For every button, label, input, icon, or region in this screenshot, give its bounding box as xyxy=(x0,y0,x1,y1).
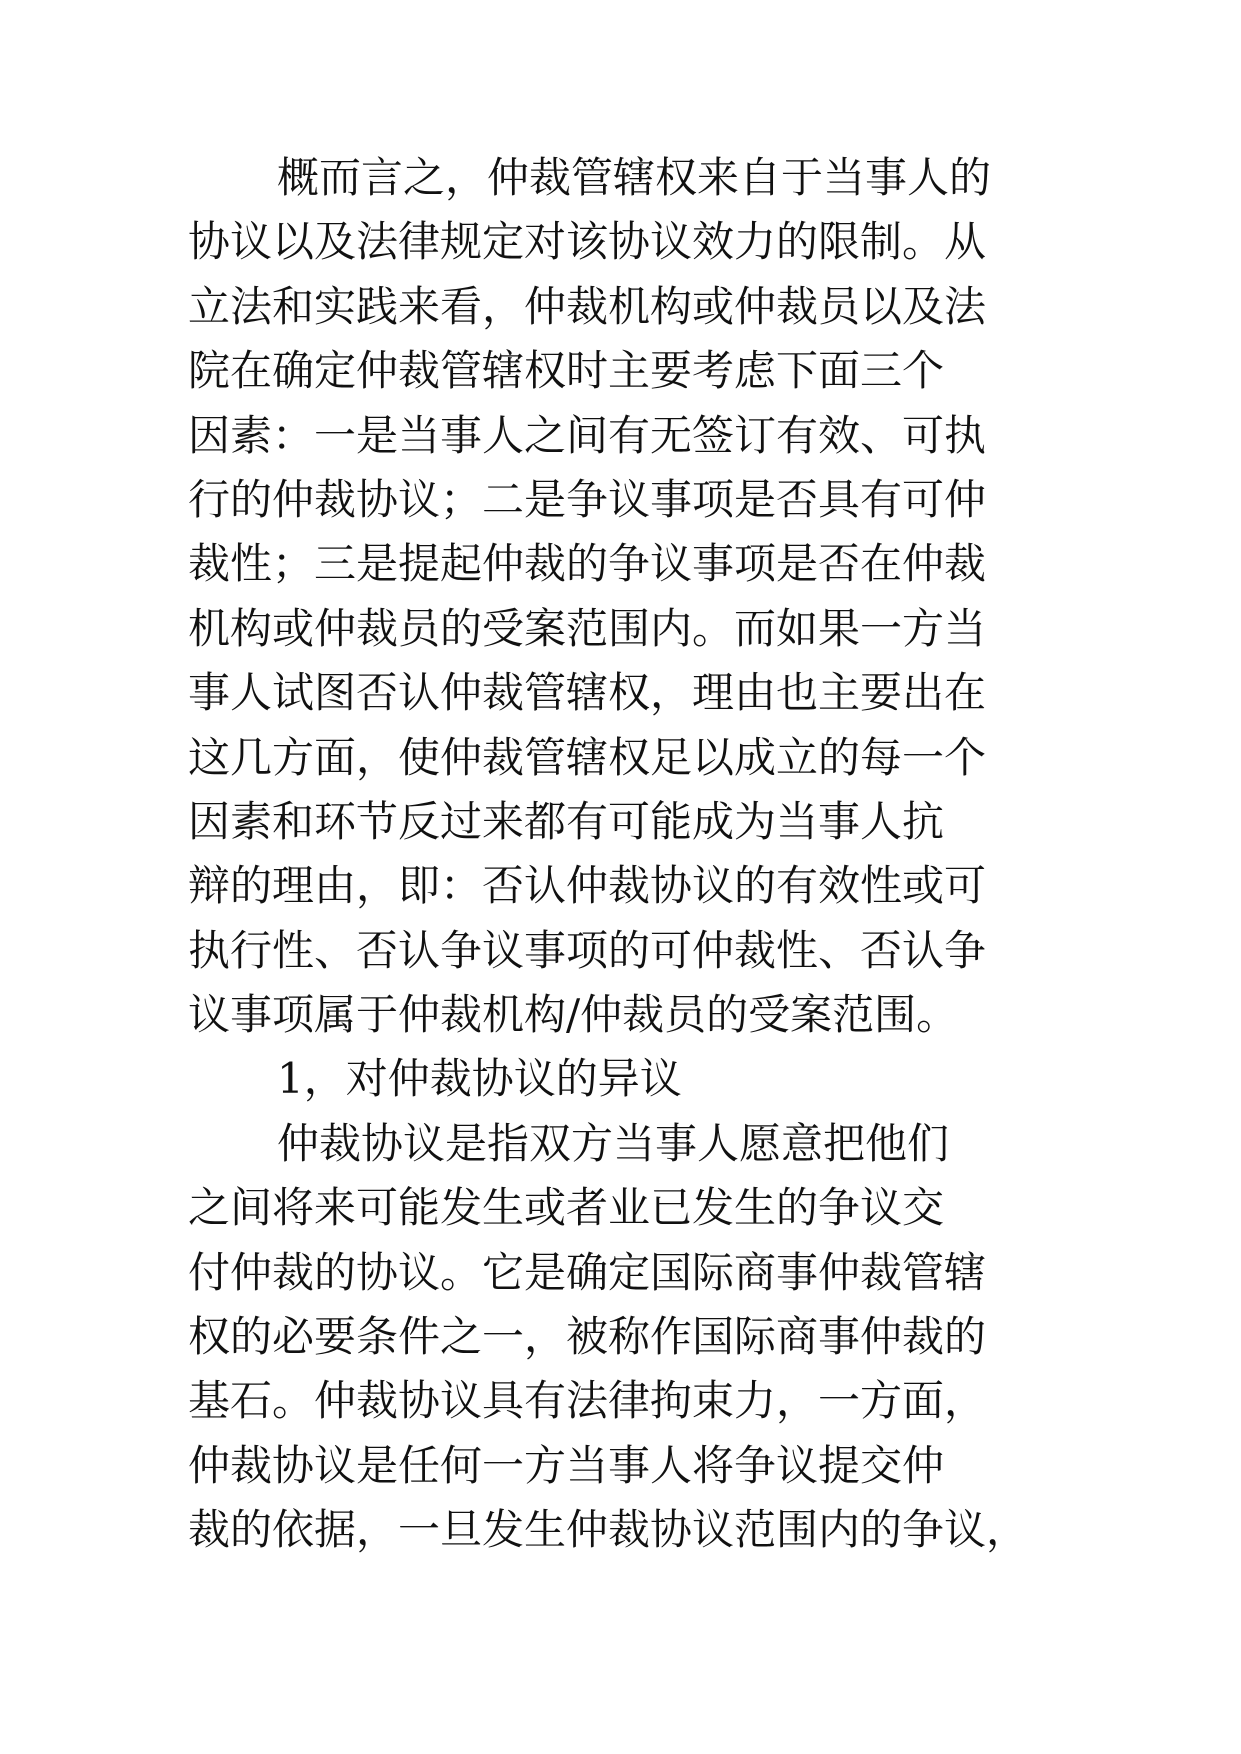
paragraph-2-line-6: 仲裁协议是任何一方当事人将争议提交仲 xyxy=(188,1440,945,1490)
paragraph-1-line-7: 裁性；三是提起仲裁的争议事项是否在仲裁 xyxy=(188,539,987,589)
paragraph-1-line-1: 概而言之，仲裁管辖权来自于当事人的 xyxy=(277,153,992,202)
paragraph-1-line-5: 因素：一是当事人之间有无签订有效、可执 xyxy=(188,410,987,460)
paragraph-2-line-5: 基石。仲裁协议具有法律拘束力，一方面， xyxy=(188,1376,987,1426)
paragraph-2-line-3: 付仲裁的协议。它是确定国际商事仲裁管辖 xyxy=(188,1247,987,1297)
paragraph-1-line-4: 院在确定仲裁管辖权时主要考虑下面三个 xyxy=(188,346,945,396)
paragraph-1-line-13: 执行性、否认争议事项的可仲裁性、否认争 xyxy=(188,925,987,975)
paragraph-2-line-1: 仲裁协议是指双方当事人愿意把他们 xyxy=(277,1118,950,1168)
paragraph-1-line-11: 因素和环节反过来都有可能成为当事人抗 xyxy=(188,796,945,846)
paragraph-1-line-12: 辩的理由，即：否认仲裁协议的有效性或可 xyxy=(188,861,987,911)
paragraph-1-line-2: 协议以及法律规定对该协议效力的限制。从 xyxy=(188,217,987,267)
document-body xyxy=(188,146,1088,1563)
paragraph-1-line-9: 事人试图否认仲裁管辖权，理由也主要出在 xyxy=(188,668,987,718)
paragraph-2-line-7: 裁的依据，一旦发生仲裁协议范围内的争议， xyxy=(188,1505,1029,1555)
paragraph-1-line-14: 议事项属于仲裁机构/仲裁员的受案范围。 xyxy=(188,990,959,1040)
paragraph-1-line-3: 立法和实践来看，仲裁机构或仲裁员以及法 xyxy=(188,281,987,331)
paragraph-1-line-6: 行的仲裁协议；二是争议事项是否具有可仲 xyxy=(188,474,987,524)
paragraph-2-line-2: 之间将来可能发生或者业已发生的争议交 xyxy=(188,1183,945,1233)
section-heading: 1，对仲裁协议的异议 xyxy=(277,1054,682,1104)
paragraph-2-line-4: 权的必要条件之一，被称作国际商事仲裁的 xyxy=(188,1312,987,1362)
paragraph-1-line-10: 这几方面，使仲裁管辖权足以成立的每一个 xyxy=(188,732,987,782)
paragraph-1-line-8: 机构或仲裁员的受案范围内。而如果一方当 xyxy=(188,603,987,653)
